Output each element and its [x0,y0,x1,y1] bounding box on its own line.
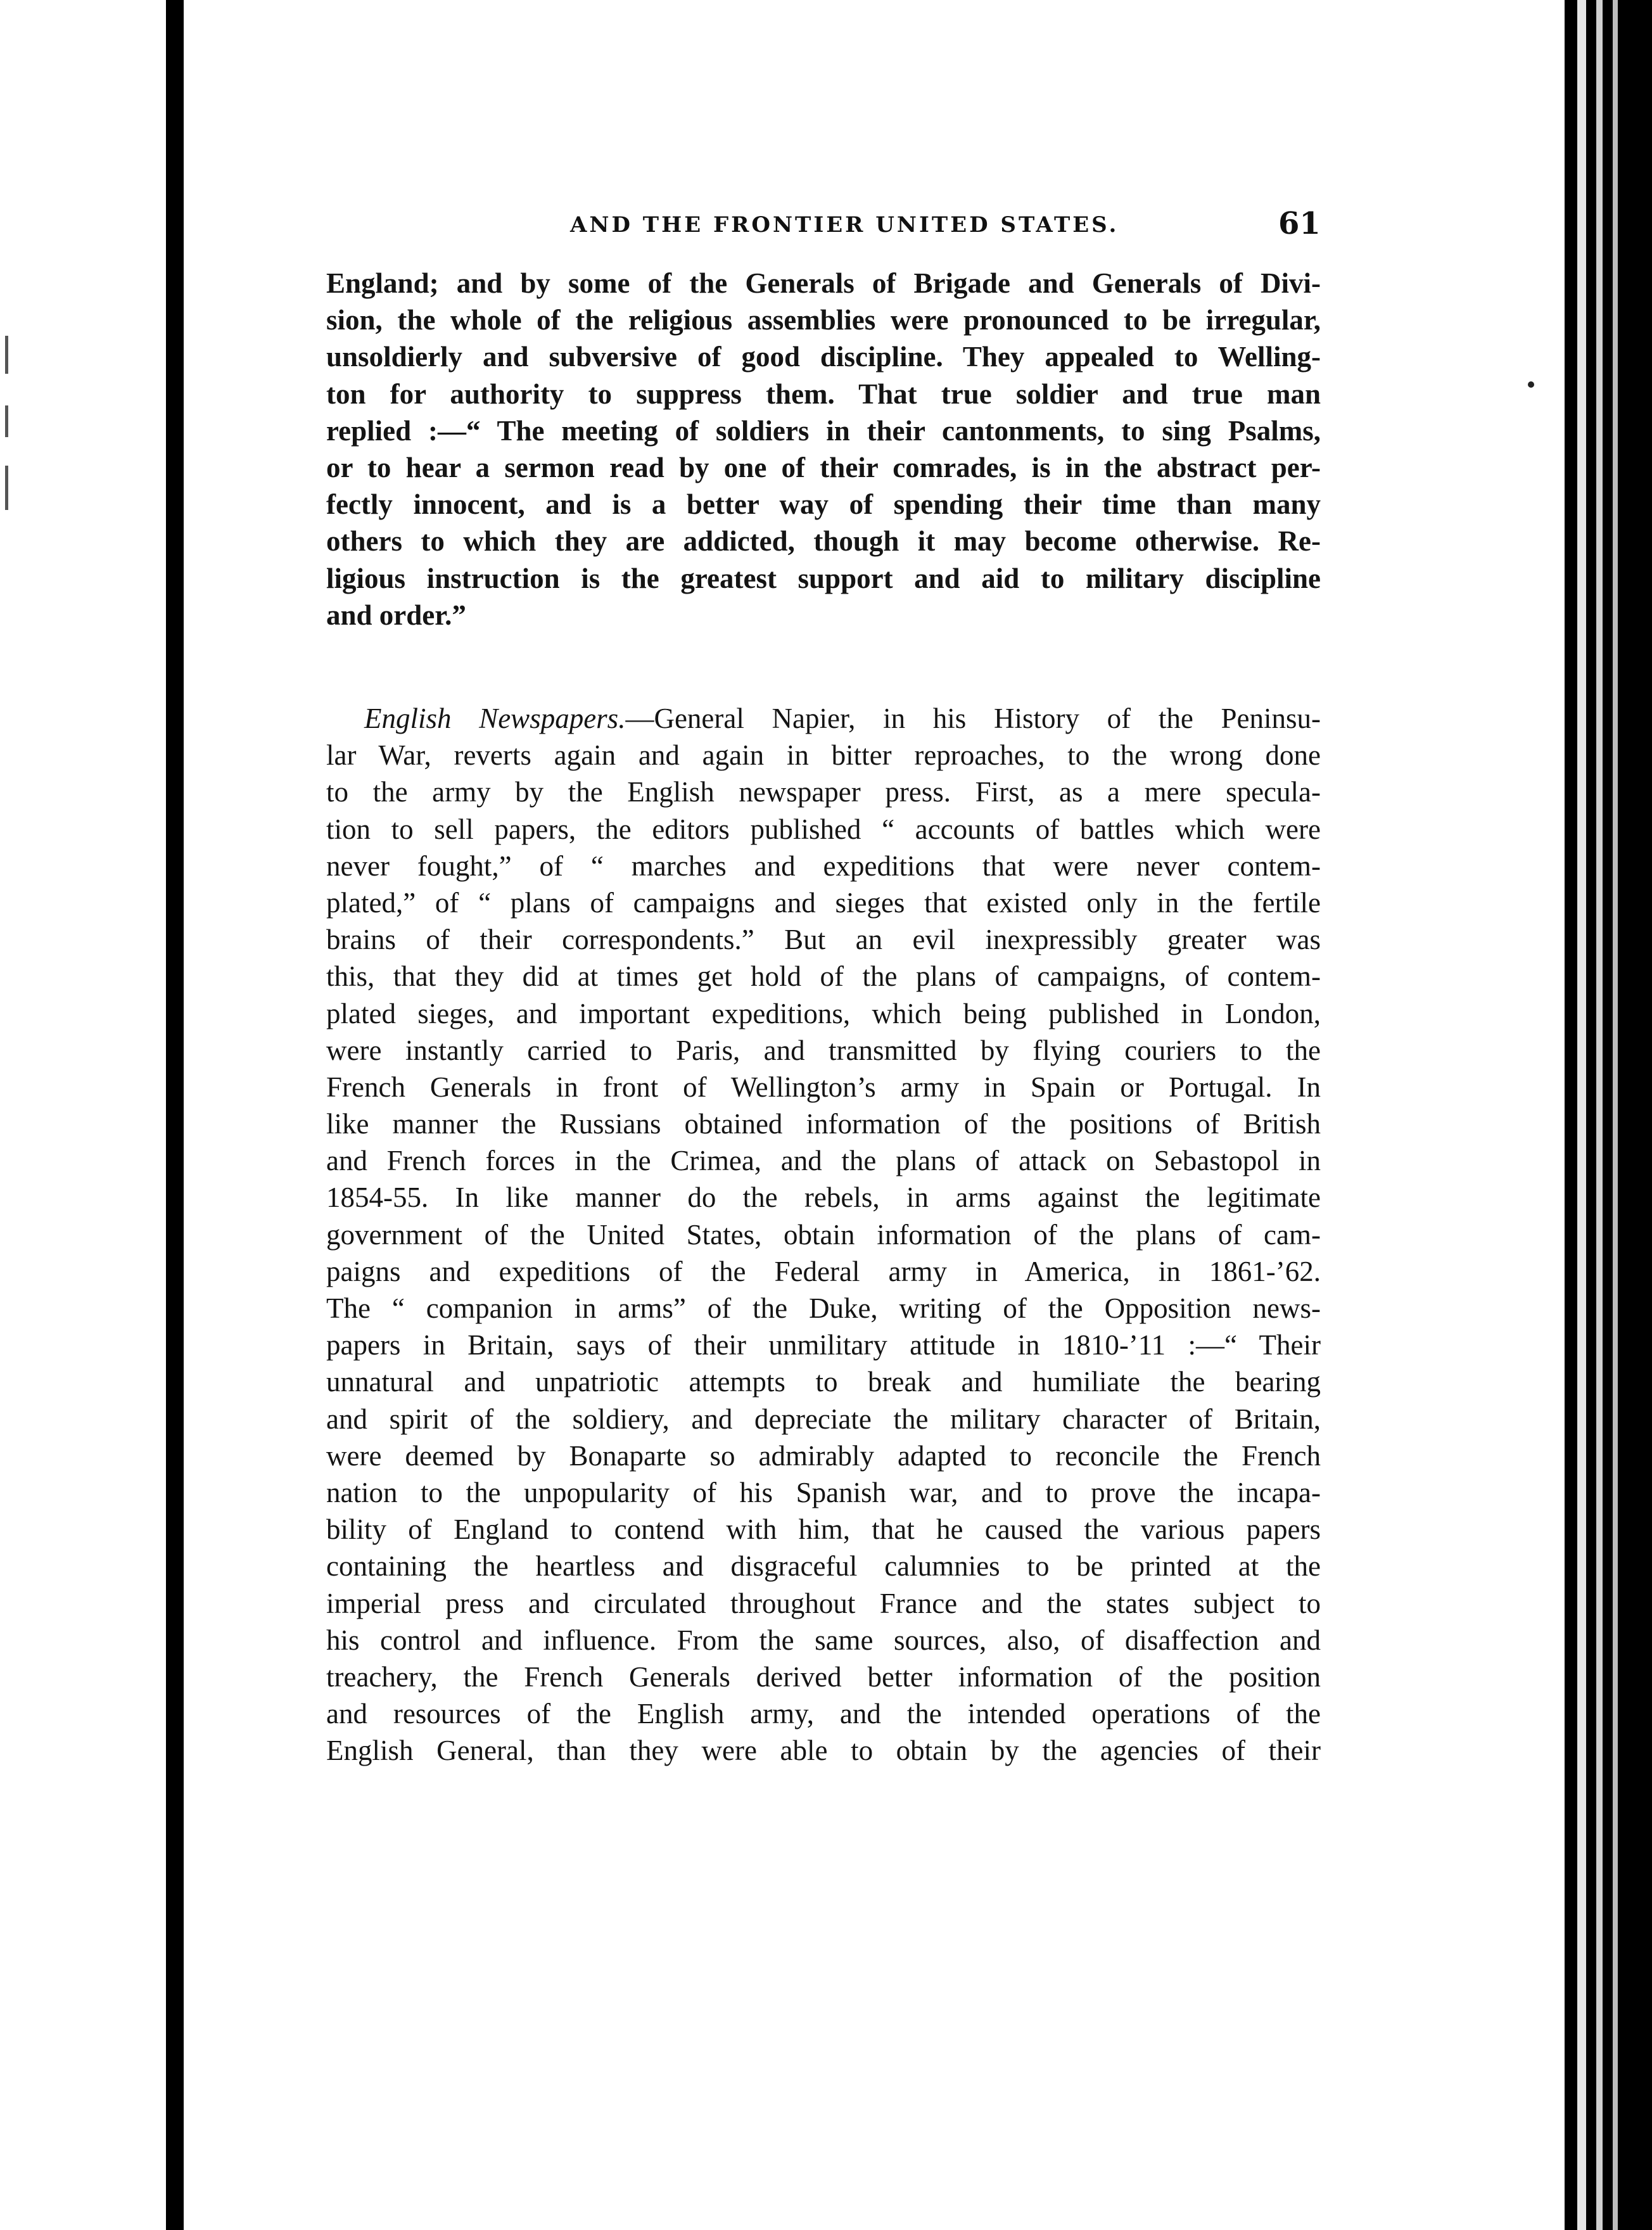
stray-mark [1528,381,1534,388]
page-edge-strip [1577,0,1586,2230]
text-line: imperial press and circulated throughout France and the states subject to [326,1587,1321,1619]
text-line: containing the heartless and disgraceful calumnies to be printed at the [326,1550,1321,1583]
text-line: and spirit of the soldiery, and depreciate the military character of Britain, [326,1403,1321,1435]
margin-mark [5,405,8,437]
page-number: 61 [1278,206,1321,241]
text-line: ton for authority to suppress them. That true soldier and true man [326,378,1321,410]
section-lead: English Newspapers. [364,703,626,734]
text-line: his control and influence. From the same sources, also, of disaffection and [326,1624,1321,1656]
text-line: bility of England to contend with him, that he caused the various papers [326,1513,1321,1546]
text-line: papers in Britain, says of their unmilitary attitude in 1810-’11 :—“ Their [326,1329,1321,1361]
text-line: unsoldierly and subversive of good discipline. They appealed to Welling- [326,341,1321,373]
text-line: sion, the whole of the religious assemblies were pronounced to be irregular, [326,304,1321,336]
text-line: England; and by some of the Generals of Brigade and Generals of Divi- [326,267,1321,299]
running-title: AND THE FRONTIER UNITED STATES. [570,212,1119,238]
text-line: government of the United States, obtain information of the plans of cam- [326,1218,1321,1251]
text-line: this, that they did at times get hold of the plans of campaigns, of contem- [326,960,1321,993]
text-line: nation to the unpopularity of his Spanish war, and to prove the incapa- [326,1476,1321,1508]
text-line: The “ companion in arms” of the Duke, writing of the Opposition news- [326,1292,1321,1324]
text-line: to the army by the English newspaper press. First, as a mere specula- [326,776,1321,808]
text-line: plated sieges, and important expeditions, which being published in London, [326,997,1321,1029]
text-line: French Generals in front of Wellington’s army in Spain or Portugal. In [326,1071,1321,1103]
text-line: replied :—“ The meeting of soldiers in their cantonments, to sing Psalms, [326,414,1321,447]
text-line: were deemed by Bonaparte so admirably adapted to reconcile the French [326,1439,1321,1472]
text-line: lar War, reverts again and again in bitter reproaches, to the wrong done [326,739,1321,772]
text-line-rest: —General Napier, in his History of the Peninsu- [625,703,1321,734]
text-line: never fought,” of “ marches and expeditions that were never contem- [326,850,1321,882]
text-line: tion to sell papers, the editors published “ accounts of battles which were [326,813,1321,845]
text-line: 1854-55. In like manner do the rebels, in arms against the legitimate [326,1182,1321,1214]
text-line: ligious instruction is the greatest support and aid to military discipline [326,562,1321,594]
facing-page-edge [0,0,166,2230]
margin-mark [5,466,8,510]
text-line: paigns and expeditions of the Federal army in America, in 1861-’62. [326,1255,1321,1287]
text-line: others to which they are addicted, though it may become otherwise. Re- [326,525,1321,558]
text-line: plated,” of “ plans of campaigns and sieges that existed only in the fertile [326,886,1321,919]
text-line: fectly innocent, and is a better way of spending their time than many [326,488,1321,521]
text-line: unnatural and unpatriotic attempts to break and humiliate the bearing [326,1366,1321,1398]
text-line: treachery, the French Generals derived better information of the position [326,1660,1321,1693]
paragraph-english-newspapers [326,700,1321,1769]
text-line: brains of their correspondents.” But an evil inexpressibly greater was [326,924,1321,956]
text-line: were instantly carried to Paris, and transmitted by flying couriers to the [326,1034,1321,1066]
text-line: and French forces in the Crimea, and the plans of attack on Sebastopol in [326,1145,1321,1177]
text-line: like manner the Russians obtained information of the positions of British [326,1108,1321,1140]
text-line: or to hear a sermon read by one of their comrades, is in the abstract per- [326,451,1321,483]
text-line: and order.” [326,599,466,631]
text-line: English General, than they were able to obtain by the agencies of their [326,1735,1321,1767]
page-gutter [166,0,184,2230]
page-edge-strip [1613,0,1618,2230]
paragraph-religious-instruction [326,265,1321,634]
margin-mark [5,336,8,374]
text-line: and resources of the English army, and the intended operations of the [326,1698,1321,1730]
page-edge-strip [1596,0,1603,2230]
text-line [326,700,1321,737]
